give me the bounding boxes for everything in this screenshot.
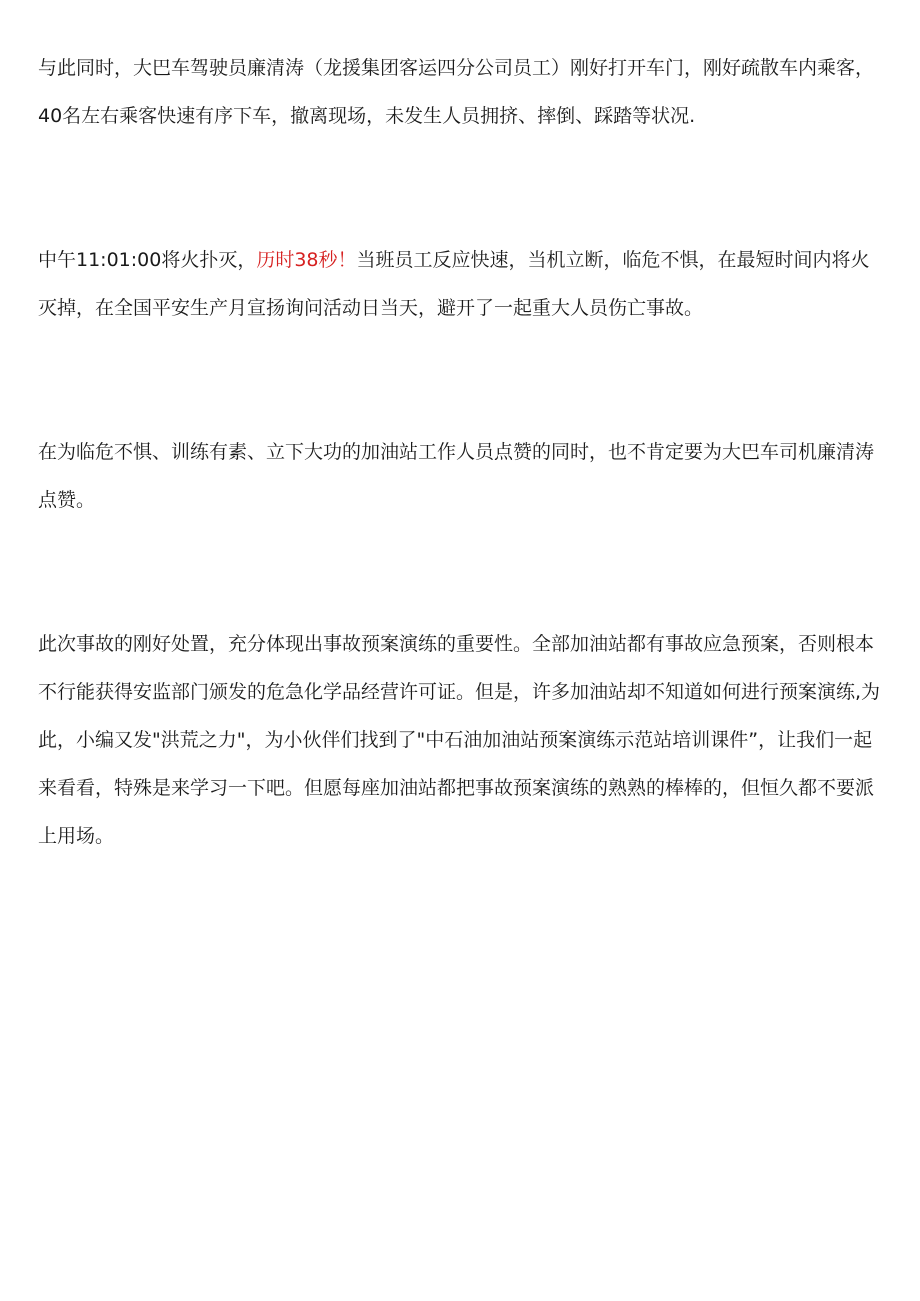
paragraph-drill-importance: 此次事故的刚好处置，充分体现出事故预案演练的重要性。全部加油站都有事故应急预案，否则根本不行能获得安监部门颁发的危急化学品经营许可证。但是，许多加油站却不知道如何进行预案演练,为此，小编又发"洪荒之力"，为小伙伴们找到了"中石油加油站预案演练示范站培训课件”，让我们一起来看看，特殊是来学习一下吧。但愿每座加油站都把事故预案演练的熟熟的棒棒的，但恒久都不要派上用场。	[38, 633, 881, 847]
paragraph-praise: 在为临危不惧、训练有素、立下大功的加油站工作人员点赞的同时，也不肯定要为大巴车司机廉清涛点赞。	[38, 441, 875, 511]
response-text: 当班员工反应快速，当机立断，临危不惧，在最短时间内将火灭掉，在全国平安生产月宣扬询问活动日当天，避开了一起重大人员伤亡事故。	[38, 249, 870, 319]
paragraph-fire-extinguished	[38, 236, 884, 332]
fire-time-text: 中午11:01:00将火扑灭，	[38, 249, 257, 271]
duration-highlight: 历时38秒！	[256, 249, 357, 271]
paragraph-evacuation: 与此同时，大巴车驾驶员廉清涛（龙援集团客运四分公司员工）刚好打开车门，刚好疏散车内乘客，40名左右乘客快速有序下车，撤离现场，未发生人员拥挤、摔倒、踩踏等状况.	[38, 57, 875, 127]
